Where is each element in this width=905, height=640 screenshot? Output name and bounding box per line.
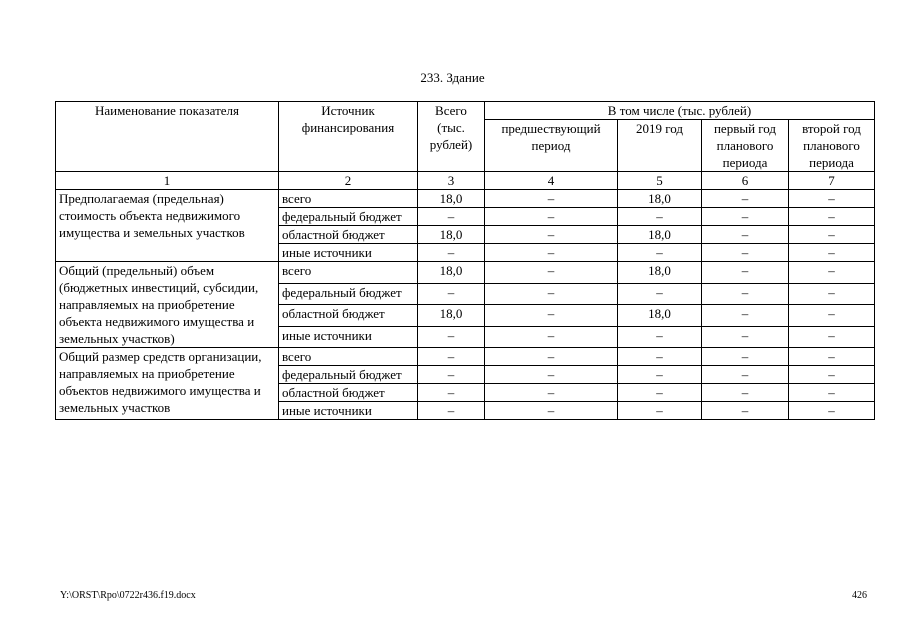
- value-cell: –: [789, 283, 875, 305]
- value-cell: –: [418, 208, 485, 226]
- value-cell: 18,0: [618, 262, 702, 284]
- financing-source: всего: [279, 348, 418, 366]
- value-cell: –: [618, 348, 702, 366]
- value-cell: –: [702, 384, 789, 402]
- value-cell: –: [618, 402, 702, 420]
- value-cell: –: [789, 348, 875, 366]
- value-cell: –: [789, 244, 875, 262]
- table-body: [56, 190, 875, 420]
- header-second-plan-year: второй год планового периода: [789, 120, 875, 172]
- value-cell: –: [789, 226, 875, 244]
- value-cell: –: [789, 326, 875, 348]
- header-first-plan-year: первый год планового периода: [702, 120, 789, 172]
- value-cell: –: [418, 283, 485, 305]
- financing-table: [55, 101, 875, 420]
- header-indicator-name: Наименование показателя: [56, 102, 279, 172]
- value-cell: –: [702, 283, 789, 305]
- value-cell: –: [702, 226, 789, 244]
- column-number: 1: [56, 172, 279, 190]
- financing-source: иные источники: [279, 402, 418, 420]
- financing-source: федеральный бюджет: [279, 283, 418, 305]
- header-2019: 2019 год: [618, 120, 702, 172]
- value-cell: –: [485, 283, 618, 305]
- value-cell: –: [485, 226, 618, 244]
- value-cell: –: [618, 326, 702, 348]
- financing-source: иные источники: [279, 244, 418, 262]
- value-cell: –: [418, 402, 485, 420]
- header-including-group: В том числе (тыс. рублей): [485, 102, 875, 120]
- value-cell: –: [418, 348, 485, 366]
- footer-file-path: Y:\ORST\Rpo\0722r436.f19.docx: [60, 590, 196, 601]
- value-cell: –: [485, 190, 618, 208]
- value-cell: –: [485, 208, 618, 226]
- value-cell: –: [618, 244, 702, 262]
- financing-source: иные источники: [279, 326, 418, 348]
- value-cell: –: [789, 366, 875, 384]
- value-cell: –: [485, 384, 618, 402]
- value-cell: –: [702, 305, 789, 327]
- header-previous-period: предшествующий период: [485, 120, 618, 172]
- value-cell: 18,0: [418, 226, 485, 244]
- financing-source: областной бюджет: [279, 384, 418, 402]
- header-total: Всего (тыс. рублей): [418, 102, 485, 172]
- header-financing-source: Источник финансирования: [279, 102, 418, 172]
- value-cell: –: [789, 384, 875, 402]
- value-cell: –: [618, 366, 702, 384]
- indicator-name: Общий (предельный) объем (бюджетных инвестиций, субсидии, направляемых на приобретение объекта недвижимого имущества и земельных участков): [56, 262, 279, 348]
- value-cell: –: [485, 326, 618, 348]
- value-cell: 18,0: [418, 262, 485, 284]
- column-number: 4: [485, 172, 618, 190]
- financing-source: областной бюджет: [279, 226, 418, 244]
- value-cell: –: [485, 262, 618, 284]
- value-cell: –: [702, 402, 789, 420]
- financing-source: всего: [279, 190, 418, 208]
- value-cell: –: [485, 244, 618, 262]
- value-cell: 18,0: [418, 190, 485, 208]
- value-cell: –: [418, 366, 485, 384]
- financing-source: федеральный бюджет: [279, 208, 418, 226]
- table-row: [56, 190, 875, 208]
- value-cell: 18,0: [418, 305, 485, 327]
- financing-source: областной бюджет: [279, 305, 418, 327]
- value-cell: –: [418, 384, 485, 402]
- financing-source: всего: [279, 262, 418, 284]
- indicator-name: Предполагаемая (предельная) стоимость объекта недвижимого имущества и земельных участков: [56, 190, 279, 262]
- value-cell: –: [702, 326, 789, 348]
- document-title: 233. Здание: [420, 70, 485, 85]
- value-cell: –: [618, 384, 702, 402]
- value-cell: –: [702, 244, 789, 262]
- value-cell: –: [485, 402, 618, 420]
- value-cell: 18,0: [618, 226, 702, 244]
- value-cell: –: [789, 190, 875, 208]
- column-number: 6: [702, 172, 789, 190]
- column-number-row: [56, 172, 875, 190]
- column-number: 5: [618, 172, 702, 190]
- value-cell: –: [789, 262, 875, 284]
- value-cell: –: [789, 208, 875, 226]
- value-cell: –: [485, 305, 618, 327]
- value-cell: –: [702, 190, 789, 208]
- column-number: 7: [789, 172, 875, 190]
- value-cell: 18,0: [618, 305, 702, 327]
- value-cell: –: [618, 283, 702, 305]
- value-cell: 18,0: [618, 190, 702, 208]
- financing-source: федеральный бюджет: [279, 366, 418, 384]
- indicator-name: Общий размер средств организации, направляемых на приобретение объектов недвижимого имущества и земельных участков: [56, 348, 279, 420]
- value-cell: –: [702, 348, 789, 366]
- value-cell: –: [702, 208, 789, 226]
- value-cell: –: [418, 244, 485, 262]
- column-number: 3: [418, 172, 485, 190]
- value-cell: –: [418, 326, 485, 348]
- value-cell: –: [789, 402, 875, 420]
- value-cell: –: [485, 366, 618, 384]
- table-row: [56, 262, 875, 284]
- table-row: [56, 348, 875, 366]
- value-cell: –: [789, 305, 875, 327]
- column-number: 2: [279, 172, 418, 190]
- footer-page-number: 426: [852, 590, 867, 601]
- value-cell: –: [702, 262, 789, 284]
- value-cell: –: [618, 208, 702, 226]
- value-cell: –: [485, 348, 618, 366]
- value-cell: –: [702, 366, 789, 384]
